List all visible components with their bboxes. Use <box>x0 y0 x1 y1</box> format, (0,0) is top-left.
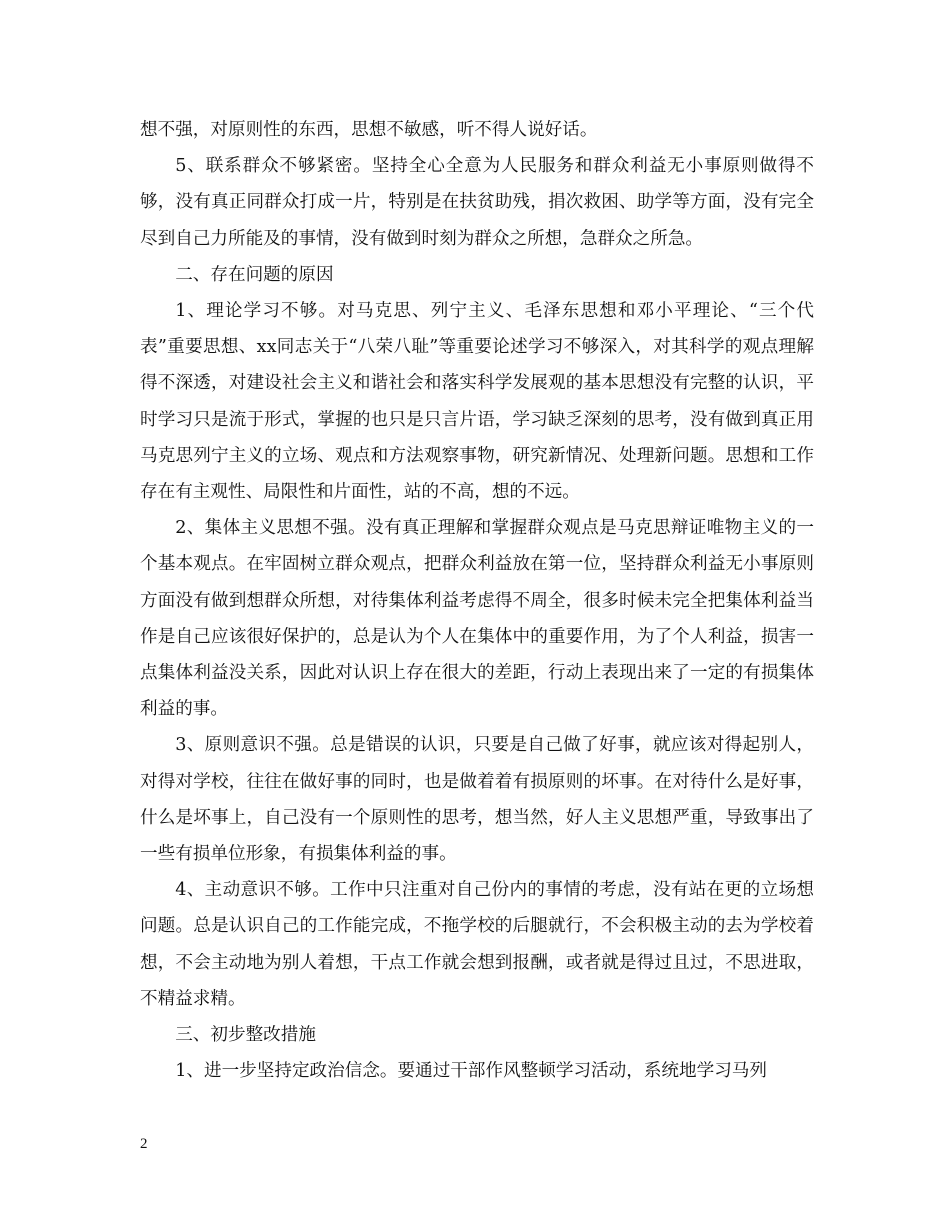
paragraph-continuation: 想不强，对原则性的东西，思想不敏感，听不得人说好话。 <box>140 120 598 140</box>
section-heading-causes: 二、存在问题的原因 <box>175 264 334 285</box>
page-number: 2 <box>140 1136 148 1152</box>
paragraph-item-5: 5、联系群众不够紧密。坚持全心全意为人民服务和群众利益无小事原则做得不够，没有真正同群众打成一片，特别是在扶贫助残，捐次救困、助学等方面，没有完全尽到自己力所能及的事情，没有做到时刻为群众之所想，急群众之所急。 <box>140 156 814 249</box>
paragraph-cause-1: 1、理论学习不够。对马克思、列宁主义、毛泽东思想和邓小平理论、“三个代表”重要思想、xx同志关于“八荣八耻”等重要论述学习不够深入，对其科学的观点理解得不深透，对建设社会主义和谐社会和落实科学发展观的基本思想没有完整的认识，平时学习只是流于形式，掌握的也只是只言片语，学习缺乏深刻的思考，没有做到真正用马克思列宁主义的立场、观点和方法观察事物，研究新情况、处理新问题。思想和工作存在有主观性、局限性和片面性，站的不高，想的不远。 <box>140 301 814 503</box>
paragraph-measure-1: 1、进一步坚持定政治信念。要通过干部作风整顿学习活动，系统地学习马列 <box>175 1061 767 1082</box>
section-heading-measures: 三、初步整改措施 <box>175 1025 316 1046</box>
paragraph-cause-2: 2、集体主义思想不强。没有真正理解和掌握群众观点是马克思辩证唯物主义的一个基本观点。在牢固树立群众观点，把群众利益放在第一位，坚持群众利益无小事原则方面没有做到想群众所想，对待集体利益考虑得不周全，很多时候未完全把集体利益当作是自己应该很好保护的，总是认为个人在集体中的重要作用，为了个人利益，损害一点集体利益没关系，因此对认识上存在很大的差距，行动上表现出来了一定的有损集体利益的事。 <box>140 518 814 720</box>
paragraph-cause-4: 4、主动意识不够。工作中只注重对自己份内的事情的考虑，没有站在更的立场想问题。总是认识自己的工作能完成，不拖学校的后腿就行，不会积极主动的去为学校着想，不会主动地为别人着想，干点工作就会想到报酬，或者就是得过且过，不思进取，不精益求精。 <box>140 880 814 1009</box>
document-body <box>140 112 814 1089</box>
paragraph-cause-3: 3、原则意识不强。总是错误的认识，只要是自己做了好事，就应该对得起别人，对得对学校，往往在做好事的同时，也是做着着有损原则的坏事。在对待什么是好事，什么是坏事上，自己没有一个原则性的思考，想当然，好人主义思想严重，导致事出了一些有损单位形象，有损集体利益的事。 <box>140 735 814 865</box>
